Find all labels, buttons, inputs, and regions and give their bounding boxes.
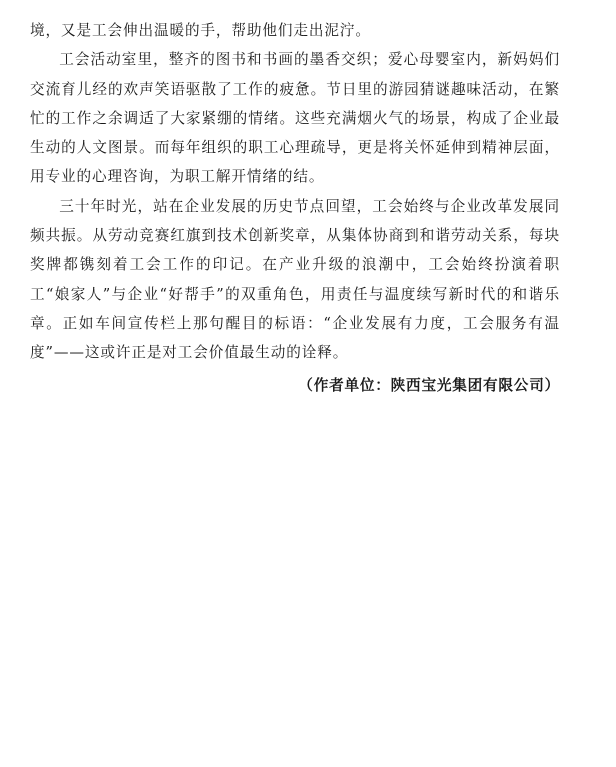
author-affiliation: （作者单位：陕西宝光集团有限公司）	[298, 376, 560, 394]
article-body	[30, 16, 560, 398]
paragraph-continuation: 境，又是工会伸出温暖的手，帮助他们走出泥泞。	[30, 22, 371, 39]
paragraph-thirty-years: 三十年时光，站在企业发展的历史节点回望，工会始终与企业改革发展同频共振。从劳动竞赛红旗到技术创新奖章，从集体协商到和谐劳动关系，每块奖牌都镌刻着工会工作的印记。在产业升级的浪潮中，工会始终扮演着职工“娘家人”与企业“好帮手”的双重角色，用责任与温度续写新时代的和谐乐章。正如车间宣传栏上那句醒目的标语：“企业发展有力度，工会服务有温度”——这或许正是对工会价值最生动的诠释。	[30, 197, 560, 362]
paragraph-union-activities: 工会活动室里，整齐的图书和书画的墨香交织；爱心母婴室内，新妈妈们交流育儿经的欢声笑语驱散了工作的疲惫。节日里的游园猜谜趣味活动，在繁忙的工作之余调适了大家紧绷的情绪。这些充满烟火气的场景，构成了企业最生动的人文图景。而每年组织的职工心理疏导，更是将关怀延伸到精神层面，用专业的心理咨询，为职工解开情绪的结。	[30, 51, 560, 186]
